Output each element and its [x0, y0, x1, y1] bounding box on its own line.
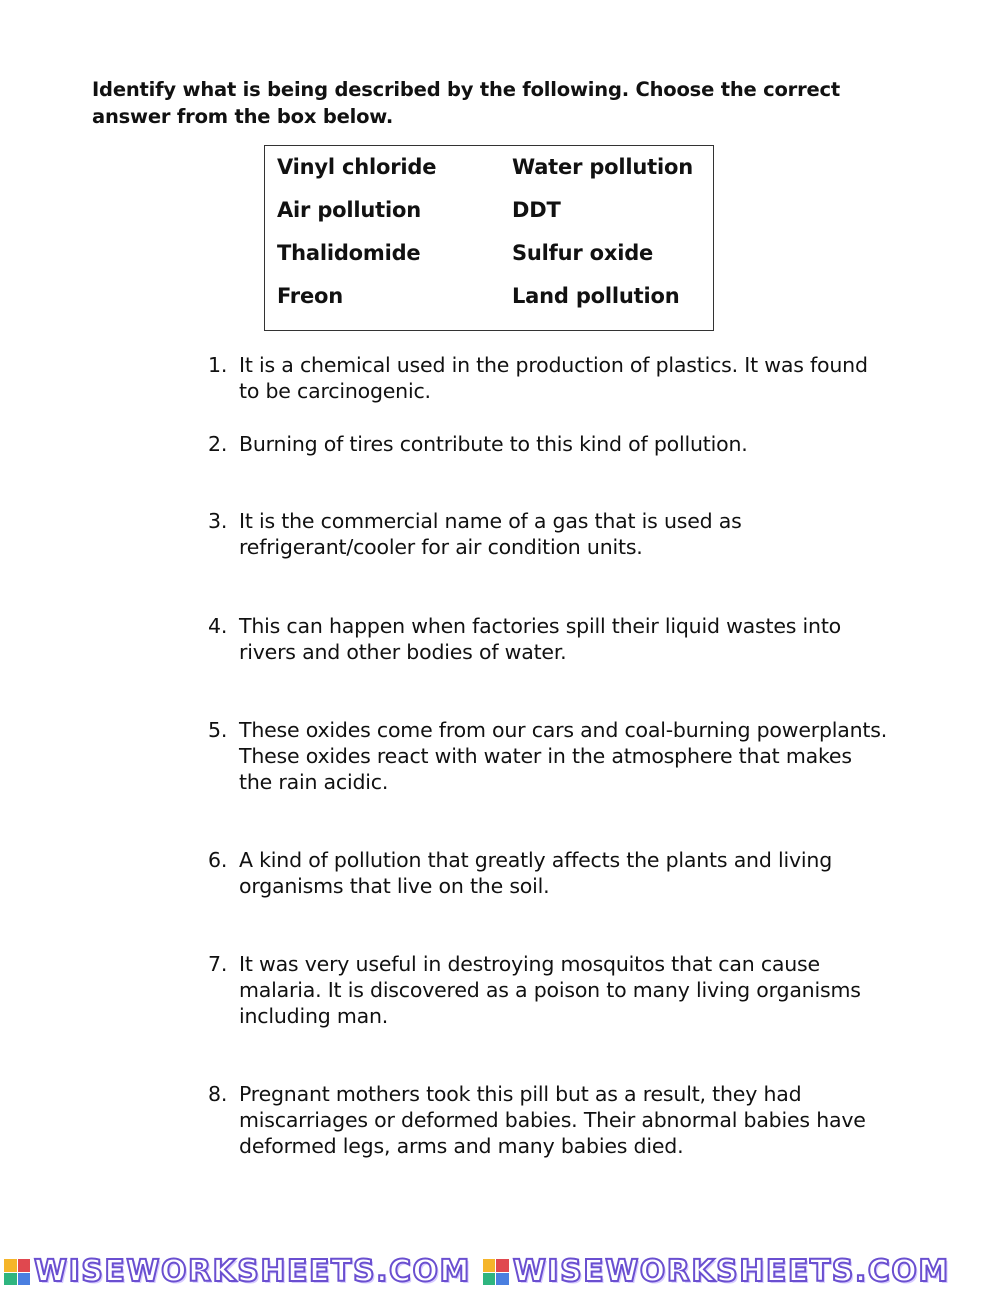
wiseworksheets-logo-icon: [4, 1259, 30, 1285]
question-item: [208, 847, 888, 899]
question-number: 4.: [208, 614, 228, 638]
question-number: 2.: [208, 432, 228, 456]
question-text: A kind of pollution that greatly affects the plants and living organisms that live on the soil.: [239, 848, 833, 898]
answer-choice: DDT: [512, 198, 561, 222]
question-item: [208, 508, 888, 560]
question-number: 6.: [208, 848, 228, 872]
footer-brand: [479, 1253, 950, 1291]
answer-choice: Vinyl chloride: [277, 155, 437, 179]
footer-brand-text: WISEWORKSHEETS.COM: [512, 1254, 950, 1289]
question-text: Pregnant mothers took this pill but as a result, they had miscarriages or deformed babies. Their abnormal babies have deformed legs, arms and many babies died.: [239, 1082, 866, 1158]
question-text: It is a chemical used in the production of plastics. It was found to be carcinogenic.: [239, 353, 868, 403]
question-text: It was very useful in destroying mosquitos that can cause malaria. It is discovered as a poison to many living organisms including man.: [239, 952, 861, 1028]
answer-choice: Freon: [277, 284, 343, 308]
answer-choice: Land pollution: [512, 284, 680, 308]
answer-choice: Air pollution: [277, 198, 421, 222]
answer-choice: Water pollution: [512, 155, 693, 179]
question-item: [208, 1081, 888, 1159]
footer-watermark: [0, 1253, 1000, 1291]
question-text: This can happen when factories spill their liquid wastes into rivers and other bodies of water.: [239, 614, 842, 664]
answer-choices-box: [264, 145, 714, 331]
footer-brand-text: WISEWORKSHEETS.COM: [34, 1254, 471, 1289]
wiseworksheets-logo-icon: [483, 1259, 509, 1285]
question-text: Burning of tires contribute to this kind of pollution.: [239, 432, 748, 456]
question-number: 3.: [208, 509, 228, 533]
answer-choice: Thalidomide: [277, 241, 421, 265]
question-item: [208, 431, 888, 457]
question-text: These oxides come from our cars and coal-burning powerplants. These oxides react with water in the atmosphere that makes the rain acidic.: [239, 718, 888, 794]
question-number: 5.: [208, 718, 228, 742]
question-item: [208, 717, 888, 795]
question-item: [208, 613, 888, 665]
footer-brand: [0, 1253, 471, 1291]
answer-choice: Sulfur oxide: [512, 241, 654, 265]
answer-choices-grid: [277, 153, 712, 325]
question-number: 8.: [208, 1082, 228, 1106]
question-number: 1.: [208, 353, 228, 377]
question-item: [208, 951, 888, 1029]
question-number: 7.: [208, 952, 228, 976]
question-text: It is the commercial name of a gas that is used as refrigerant/cooler for air condition units.: [239, 509, 742, 559]
instructions-text: Identify what is being described by the following. Choose the correct answer from the box below.: [92, 78, 841, 128]
question-item: [208, 352, 888, 404]
